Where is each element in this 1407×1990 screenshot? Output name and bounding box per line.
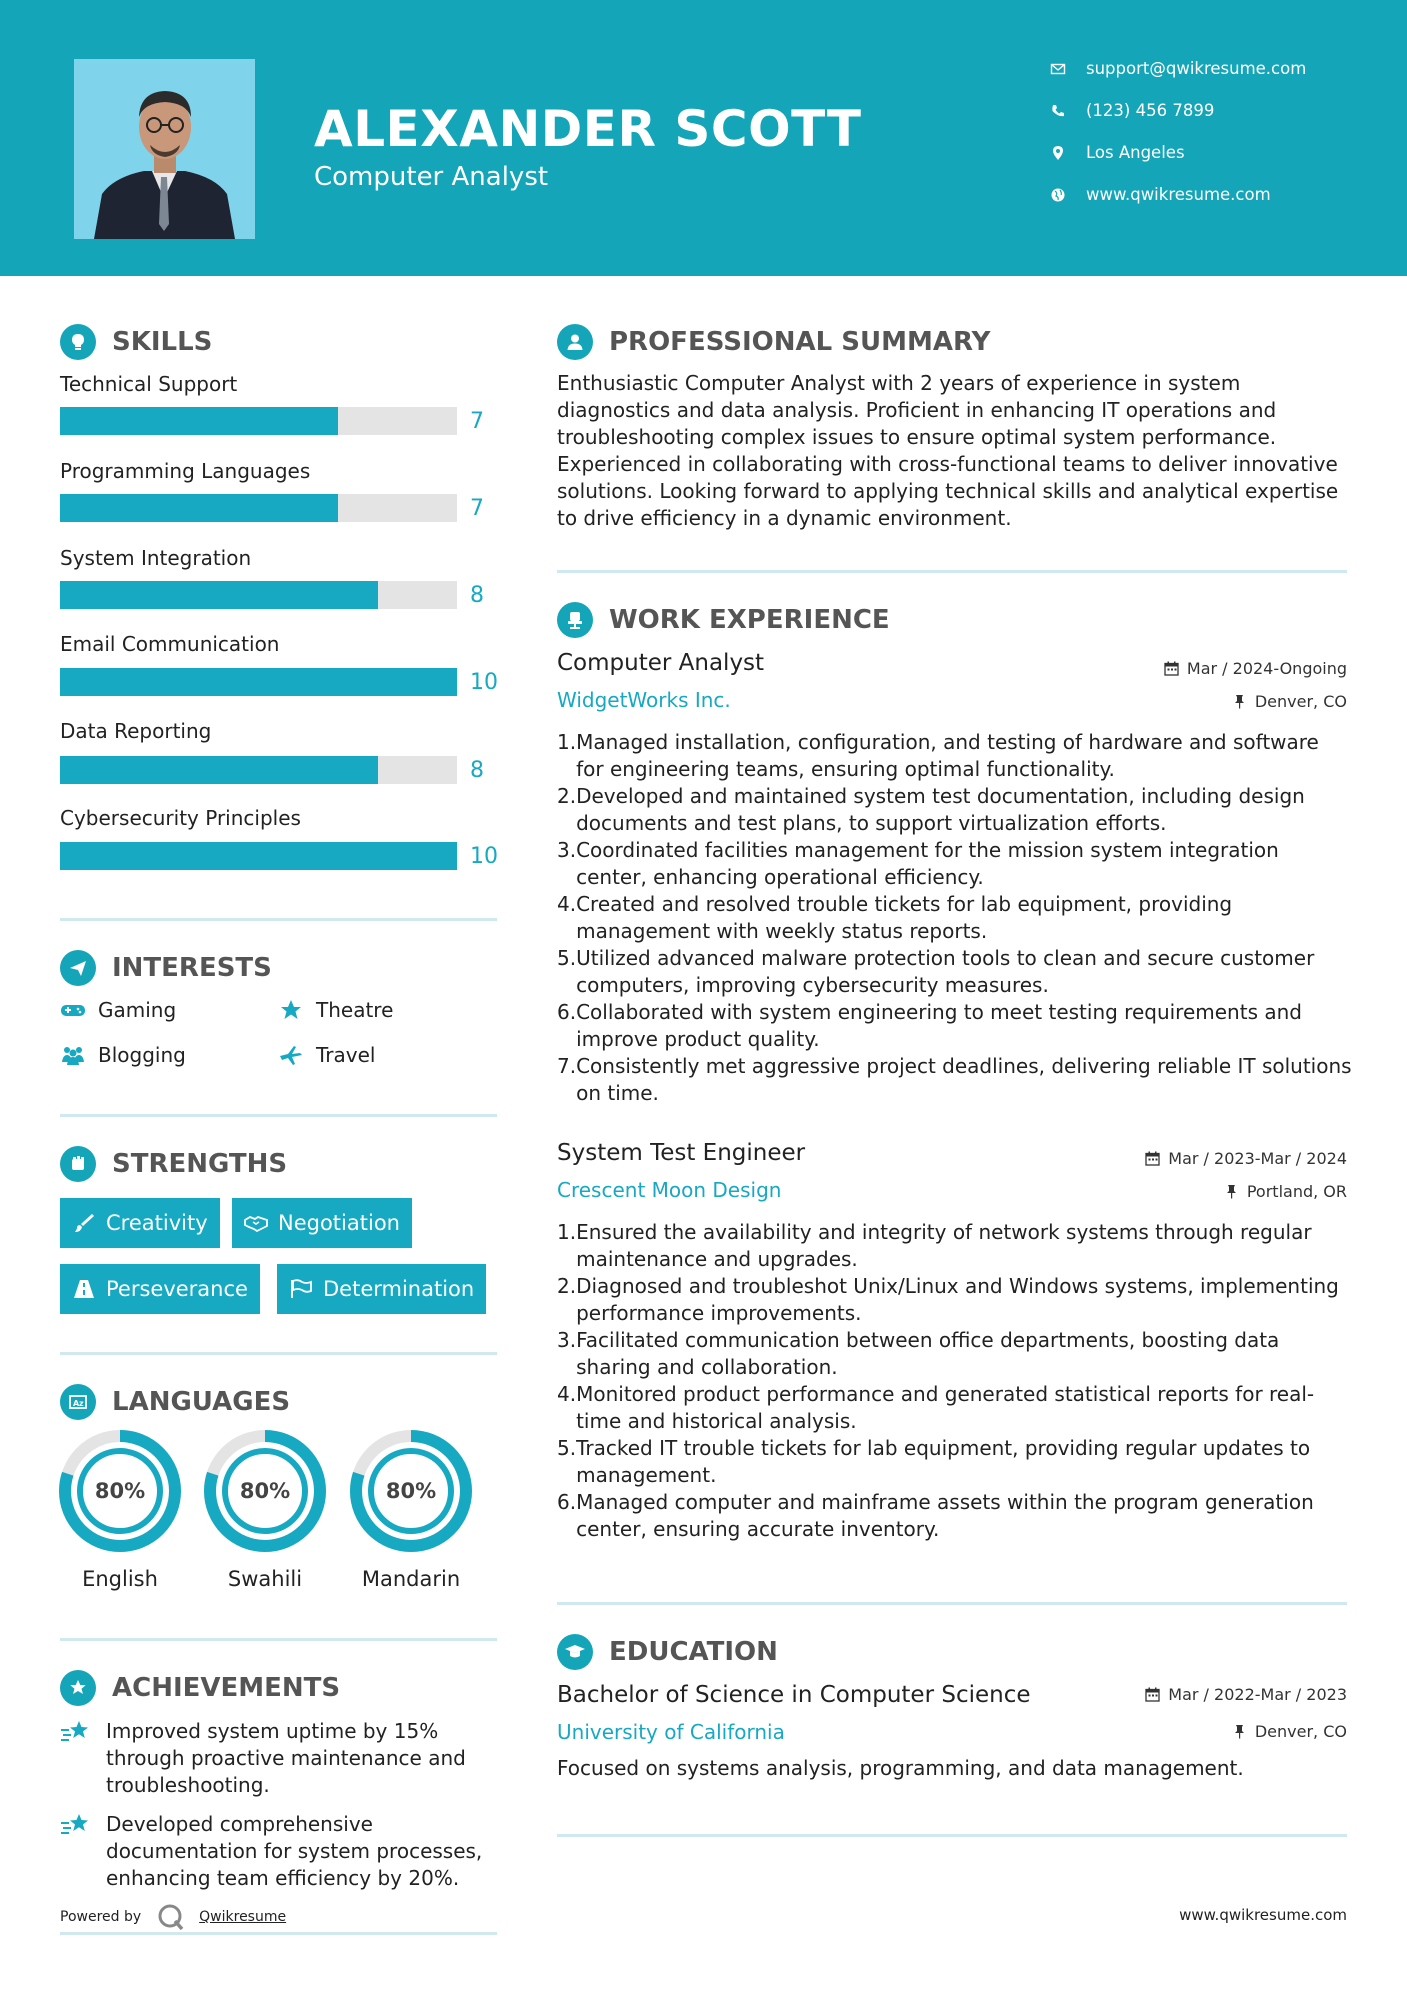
education-heading (557, 1634, 778, 1670)
mail-icon (1050, 61, 1066, 77)
gamepad-icon (60, 999, 86, 1021)
skill-bar (60, 581, 457, 609)
achievement-text: Developed comprehensive documentation for system processes, enhancing team efficiency by 20%. (106, 1812, 483, 1890)
language-name: English (82, 1567, 158, 1591)
language-icon (60, 1384, 96, 1420)
list-item: 6. Collaborated with system engineering to meet testing requirements and improve product quality. (557, 999, 1352, 1053)
fist-icon (60, 1146, 96, 1182)
job-date-text: Mar / 2024-Ongoing (1186, 659, 1347, 678)
section-divider (60, 1352, 497, 1355)
bullet-text: Utilized advanced malware protection tools to clean and secure customer computers, improving cybersecurity measures. (576, 946, 1315, 997)
skill-bar (60, 407, 457, 435)
interest-label: Theatre (316, 998, 394, 1022)
interest-item (278, 1043, 375, 1067)
company-name: Crescent Moon Design (557, 1178, 782, 1202)
list-item: 6. Managed computer and mainframe assets within the program generation center, ensuring accurate inventory. (557, 1489, 1352, 1543)
languages-heading (60, 1384, 290, 1420)
education-date (1145, 1685, 1347, 1704)
road-icon (72, 1278, 96, 1300)
job-title: Computer Analyst (557, 650, 765, 676)
candidate-name: ALEXANDER SCOTT (314, 100, 862, 158)
language-dial (59, 1430, 181, 1552)
language-percent: 80% (385, 1479, 437, 1503)
section-divider (60, 1638, 497, 1641)
interest-item (60, 998, 176, 1022)
list-item: 5. Tracked IT trouble tickets for lab equipment, providing regular updates to management. (557, 1435, 1352, 1489)
interest-label: Gaming (98, 998, 177, 1022)
skill-bar-fill (60, 494, 338, 522)
education-date-text: Mar / 2022-Mar / 2023 (1168, 1685, 1347, 1704)
education-location-text: Denver, CO (1254, 1722, 1347, 1741)
users-icon (60, 1044, 86, 1066)
language-percent: 80% (239, 1479, 291, 1503)
strength-label: Perseverance (106, 1277, 248, 1301)
skill-label: Data Reporting (60, 719, 212, 743)
skill-value: 8 (470, 758, 484, 783)
profile-photo (74, 59, 255, 239)
plane-icon (278, 1044, 304, 1066)
skill-bar-fill (60, 581, 378, 609)
education-title: EDUCATION (609, 1637, 778, 1667)
skill-value: 8 (470, 583, 484, 608)
skill-value: 7 (470, 409, 484, 434)
skill-label: Email Communication (60, 632, 280, 656)
list-item: 5. Utilized advanced malware protection tools to clean and secure customer computers, improving cybersecurity measures. (557, 945, 1352, 999)
company-name: WidgetWorks Inc. (557, 688, 731, 712)
list-item: 7. Consistently met aggressive project deadlines, delivering reliable IT solutions on time. (557, 1054, 1352, 1105)
summary-title: PROFESSIONAL SUMMARY (609, 327, 991, 357)
language-dial (204, 1430, 326, 1552)
job-location-text: Denver, CO (1254, 692, 1347, 711)
strength-label: Creativity (106, 1211, 208, 1235)
strengths-heading (60, 1146, 287, 1182)
section-divider (60, 1932, 497, 1935)
svg-text:A: A (73, 1399, 80, 1408)
strength-label: Negotiation (278, 1211, 400, 1235)
contact-email[interactable] (1050, 59, 1306, 78)
strength-tag (232, 1198, 412, 1248)
bullet-text: Coordinated facilities management for the mission system integration center, enhancing operational efficiency. (576, 838, 1279, 889)
skill-value: 10 (470, 670, 498, 695)
brush-icon (72, 1212, 96, 1234)
bullet-text: Managed installation, configuration, and testing of hardware and software for engineering teams, ensuring optimal functionality. (576, 730, 1319, 781)
skill-value: 7 (470, 496, 484, 521)
qwikresume-logo-icon (157, 1903, 185, 1931)
strengths-title: STRENGTHS (112, 1149, 288, 1179)
powered-by-label: Powered by (60, 1909, 142, 1925)
education-location (1232, 1722, 1347, 1741)
location-icon (1050, 145, 1066, 161)
bullet-text: Diagnosed and troubleshot Unix/Linux and Windows systems, implementing performance improvements. (576, 1274, 1339, 1325)
contact-website-text: www.qwikresume.com (1086, 185, 1271, 204)
skills-title: SKILLS (112, 327, 213, 357)
bullet-text: Created and resolved trouble tickets for lab equipment, providing management with weekly status reports. (576, 892, 1233, 943)
pin-icon (1224, 1184, 1239, 1199)
job-location (1224, 1182, 1347, 1201)
contact-email-text: support@qwikresume.com (1086, 59, 1307, 78)
interests-heading (60, 950, 272, 986)
achievement-item (60, 1718, 500, 1799)
bullet-text: Developed and maintained system test documentation, including design documents and test plans, to support virtualization efforts. (576, 784, 1305, 835)
school-name: University of California (557, 1720, 785, 1744)
strength-tag (60, 1264, 260, 1314)
list-item: 3. Facilitated communication between office departments, boosting data sharing and collaboration. (557, 1327, 1352, 1381)
skill-value: 10 (470, 844, 498, 869)
paper-plane-icon (60, 950, 96, 986)
language-name: Mandarin (361, 1567, 461, 1591)
job-title: System Test Engineer (557, 1140, 806, 1166)
list-item: 3. Coordinated facilities management for the mission system integration center, enhancing operational efficiency. (557, 837, 1352, 891)
languages-title: LANGUAGES (112, 1387, 291, 1417)
interest-label: Travel (316, 1043, 376, 1067)
job-date-text: Mar / 2023-Mar / 2024 (1168, 1149, 1347, 1168)
contact-location-text: Los Angeles (1086, 143, 1185, 162)
interest-item (278, 998, 393, 1022)
skill-bar-fill (60, 842, 457, 870)
header-banner (0, 0, 1407, 276)
achievement-item (60, 1811, 500, 1892)
work-heading (557, 602, 890, 638)
achievement-text: Improved system uptime by 15% through proactive maintenance and troubleshooting. (106, 1719, 466, 1797)
pin-icon (1232, 1724, 1247, 1739)
skill-bar (60, 842, 457, 870)
job-location (1232, 692, 1347, 711)
skill-bar (60, 494, 457, 522)
powered-by-link[interactable]: Qwikresume (199, 1909, 287, 1925)
job-bullets (557, 729, 1352, 1107)
flag-icon (289, 1278, 313, 1300)
handshake-icon (244, 1212, 268, 1234)
interests-title: INTERESTS (112, 953, 272, 983)
contact-phone[interactable] (1050, 101, 1214, 120)
interest-label: Blogging (98, 1043, 186, 1067)
list-item: 1. Ensured the availability and integrity of network systems through regular maintenance and upgrades. (557, 1219, 1352, 1273)
svg-text:z: z (79, 1399, 84, 1408)
summary-heading (557, 324, 990, 360)
graduation-icon (557, 1634, 593, 1670)
language-dial (350, 1430, 472, 1552)
degree-title: Bachelor of Science in Computer Science (557, 1682, 1031, 1708)
section-divider (557, 570, 1347, 573)
section-divider (557, 1834, 1347, 1837)
globe-icon (1050, 187, 1066, 203)
achievements-heading (60, 1670, 340, 1706)
strength-label: Determination (323, 1277, 475, 1301)
job-location-text: Portland, OR (1246, 1182, 1347, 1201)
contact-phone-text: (123) 456 7899 (1086, 101, 1215, 120)
skills-heading (60, 324, 212, 360)
section-divider (60, 1114, 497, 1117)
star-icon (278, 999, 304, 1021)
language-percent: 80% (94, 1479, 146, 1503)
badge-icon (60, 1670, 96, 1706)
shooting-star-icon (60, 1718, 92, 1746)
job-bullets (557, 1219, 1352, 1543)
achievements-title: ACHIEVEMENTS (112, 1673, 341, 1703)
candidate-title: Computer Analyst (314, 162, 549, 192)
job-date (1145, 1149, 1347, 1168)
section-divider (60, 918, 497, 921)
list-item: 2. Diagnosed and troubleshot Unix/Linux and Windows systems, implementing performance improvements. (557, 1273, 1352, 1327)
user-icon (557, 324, 593, 360)
section-divider (557, 1602, 1347, 1605)
skill-label: Programming Languages (60, 459, 311, 483)
skill-label: Technical Support (60, 372, 238, 396)
footer-website[interactable]: www.qwikresume.com (1179, 1906, 1347, 1924)
pin-icon (1232, 694, 1247, 709)
lightbulb-icon (60, 324, 96, 360)
calendar-icon (1145, 1687, 1160, 1702)
chair-icon (557, 602, 593, 638)
shooting-star-icon (60, 1811, 92, 1839)
bullet-text: Ensured the availability and integrity of network systems through regular maintenance and upgrades. (576, 1220, 1312, 1271)
bullet-text: Consistently met aggressive project deadlines, delivering reliable IT solutions on time. (576, 1054, 1352, 1105)
bullet-text: Facilitated communication between office departments, boosting data sharing and collaboration. (576, 1328, 1280, 1379)
contact-location (1050, 143, 1185, 162)
list-item: 2. Developed and maintained system test documentation, including design documents and test plans, to support virtualization efforts. (557, 783, 1352, 837)
bullet-text: Monitored product performance and generated statistical reports for real-time and historical analysis. (576, 1382, 1315, 1433)
skill-bar-fill (60, 407, 338, 435)
skill-bar (60, 668, 457, 696)
strength-tag (277, 1264, 486, 1314)
bullet-text: Tracked IT trouble tickets for lab equipment, providing regular updates to management. (576, 1436, 1311, 1487)
summary-text: Enthusiastic Computer Analyst with 2 years of experience in system diagnostics and data analysis. Proficient in enhancing IT operations and troubleshooting complex issues to ensure optimal system performance. Experienced in collaborating with cross-functional teams to deliver innovative solutions. Looking forward to applying technical skills and analytical expertise to drive efficiency in a dynamic environment. (557, 371, 1339, 530)
list-item: 4. Created and resolved trouble tickets for lab equipment, providing management with weekly status reports. (557, 891, 1352, 945)
language-name: Swahili (227, 1567, 303, 1591)
strength-tag (60, 1198, 220, 1248)
interest-item (60, 1043, 186, 1067)
powered-by (60, 1903, 286, 1931)
calendar-icon (1145, 1151, 1160, 1166)
phone-icon (1050, 103, 1066, 119)
bullet-text: Collaborated with system engineering to meet testing requirements and improve product quality. (576, 1000, 1302, 1051)
skill-label: Cybersecurity Principles (60, 806, 301, 830)
contact-website[interactable] (1050, 185, 1271, 204)
skill-bar (60, 756, 457, 784)
skill-label: System Integration (60, 546, 252, 570)
bullet-text: Managed computer and mainframe assets within the program generation center, ensuring accurate inventory. (576, 1490, 1314, 1541)
skill-bar-fill (60, 756, 378, 784)
list-item: 4. Monitored product performance and generated statistical reports for real-time and historical analysis. (557, 1381, 1352, 1435)
skill-bar-fill (60, 668, 457, 696)
work-title: WORK EXPERIENCE (609, 605, 890, 635)
job-date (1164, 659, 1347, 678)
calendar-icon (1164, 661, 1179, 676)
education-description: Focused on systems analysis, programming, and data management. (557, 1756, 1244, 1780)
list-item: 1. Managed installation, configuration, and testing of hardware and software for engineering teams, ensuring optimal functionality. (557, 729, 1352, 783)
